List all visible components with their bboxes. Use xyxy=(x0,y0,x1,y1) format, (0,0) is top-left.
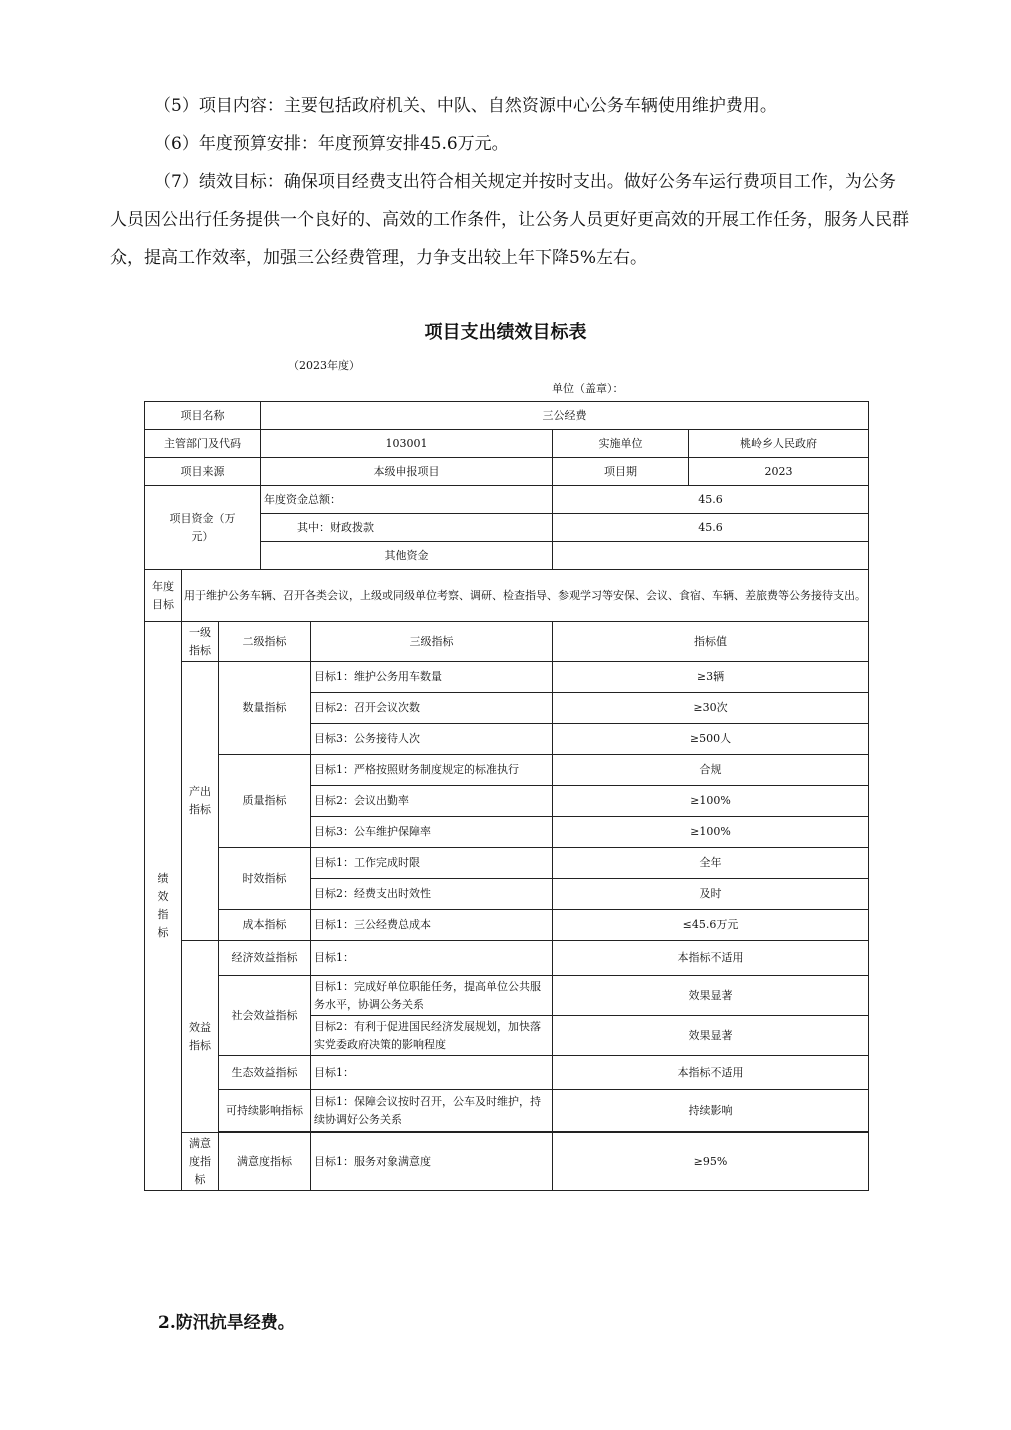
indicator-name: 目标3：公务接待人次 xyxy=(311,724,553,755)
table-row xyxy=(145,570,869,622)
total-funds-label: 年度资金总额： xyxy=(261,486,553,514)
indicator-name: 目标3：公车维护保障率 xyxy=(311,817,553,848)
impl-unit: 桃岭乡人民政府 xyxy=(689,430,869,458)
table-row xyxy=(145,486,869,514)
indicator-name: 目标1：严格按照财务制度规定的标准执行 xyxy=(311,755,553,786)
table-row xyxy=(145,1056,869,1090)
paragraph-performance-goal: （7）绩效目标：确保项目经费支出符合相关规定并按时支出。做好公务车运行费项目工作，为公务人员因公出行任务提供一个良好的、高效的工作条件，让公务人员更好更高效的开展工作任务，服务人民群众，提高工作效率，加强三公经费管理，力争支出较上年下降5%左右。 xyxy=(110,172,909,268)
indicator-name: 目标1：三公经费总成本 xyxy=(311,910,553,941)
indicator-value: 全年 xyxy=(553,848,869,879)
indicator-name: 目标1： xyxy=(311,1056,553,1090)
indicator-name: 目标1：服务对象满意度 xyxy=(311,1133,553,1191)
unit-note: 单位（盖章）： xyxy=(552,382,624,395)
indicator-value: 及时 xyxy=(553,879,869,910)
level3-header: 三级指标 xyxy=(311,622,553,662)
project-name-value: 三公经费 xyxy=(261,402,869,430)
paragraph-project-content: （5）项目内容：主要包括政府机关、中队、自然资源中心公务车辆使用维护费用。 xyxy=(154,96,777,116)
table-row xyxy=(145,458,869,486)
source-label: 项目来源 xyxy=(145,458,261,486)
indicator-name: 目标2：有利于促进国民经济发展规划，加快落实党委政府决策的影响程度 xyxy=(311,1016,553,1056)
indicator-value: ≥30次 xyxy=(553,693,869,724)
fiscal-funds-label: 其中：财政拨款 xyxy=(261,514,553,542)
table-row xyxy=(145,1133,869,1191)
table-row xyxy=(145,430,869,458)
indicator-value: ≥3辆 xyxy=(553,662,869,693)
indicator-name: 目标1：维护公务用车数量 xyxy=(311,662,553,693)
other-funds-value xyxy=(553,542,869,570)
other-funds-label: 其他资金 xyxy=(261,542,553,570)
table-row xyxy=(145,662,869,693)
sustainable-indicator-label: 可持续影响指标 xyxy=(219,1090,311,1132)
period-value: 2023 xyxy=(689,458,869,486)
output-indicator-label: 产出指标 xyxy=(182,662,219,941)
paragraph-budget: （6）年度预算安排：年度预算安排45.6万元。 xyxy=(154,134,509,154)
social-indicator-label: 社会效益指标 xyxy=(219,976,311,1056)
dept-code: 103001 xyxy=(261,430,553,458)
table-row xyxy=(145,976,869,1016)
period-label: 项目期 xyxy=(553,458,689,486)
table-title: 项目支出绩效目标表 xyxy=(424,322,587,343)
dept-label: 主管部门及代码 xyxy=(145,430,261,458)
table-row xyxy=(145,622,869,662)
table-row xyxy=(145,402,869,430)
indicator-value: ≥500人 xyxy=(553,724,869,755)
table-row xyxy=(145,1090,869,1132)
year-note: （2023年度） xyxy=(288,359,360,372)
cost-indicator-label: 成本指标 xyxy=(219,910,311,941)
economic-indicator-label: 经济效益指标 xyxy=(219,941,311,976)
indicator-value: ≤45.6万元 xyxy=(553,910,869,941)
indicator-name: 目标1：保障会议按时召开，公车及时维护，持续协调好公务关系 xyxy=(311,1090,553,1132)
quality-indicator-label: 质量指标 xyxy=(219,755,311,848)
project-name-label: 项目名称 xyxy=(145,402,261,430)
timeliness-indicator-label: 时效指标 xyxy=(219,848,311,910)
table-row xyxy=(145,755,869,786)
indicator-value: ≥100% xyxy=(553,817,869,848)
fiscal-funds-value: 45.6 xyxy=(553,514,869,542)
indicator-name: 目标2：召开会议次数 xyxy=(311,693,553,724)
indicator-value: ≥95% xyxy=(553,1133,869,1191)
source-value: 本级申报项目 xyxy=(261,458,553,486)
level2-header: 二级指标 xyxy=(219,622,311,662)
indicator-name: 目标2：会议出勤率 xyxy=(311,786,553,817)
annual-goal-label: 年度目标 xyxy=(145,570,182,622)
indicator-value: 本指标不适用 xyxy=(553,941,869,976)
table-row xyxy=(145,910,869,941)
satisfaction-indicator-label: 满意度指标 xyxy=(182,1133,219,1191)
indicator-value: 合规 xyxy=(553,755,869,786)
satisfaction-sub-label: 满意度指标 xyxy=(219,1133,311,1191)
indicator-value: 效果显著 xyxy=(553,976,869,1016)
indicator-name: 目标1：工作完成时限 xyxy=(311,848,553,879)
impl-label: 实施单位 xyxy=(553,430,689,458)
ecological-indicator-label: 生态效益指标 xyxy=(219,1056,311,1090)
annual-goal-value: 用于维护公务车辆、召开各类会议，上级或同级单位考察、调研、检查指导、参观学习等安保、会议、食宿、车辆、差旅费等公务接待支出。 xyxy=(182,570,869,622)
indicator-name: 目标2：经费支出时效性 xyxy=(311,879,553,910)
indicator-value: 效果显著 xyxy=(553,1016,869,1056)
indicator-value: 本指标不适用 xyxy=(553,1056,869,1090)
level1-header: 一级指标 xyxy=(182,622,219,662)
indicator-name: 目标1：完成好单位职能任务，提高单位公共服务水平，协调公务关系 xyxy=(311,976,553,1016)
indicator-value: 持续影响 xyxy=(553,1090,869,1132)
performance-table xyxy=(144,401,869,1191)
indicator-name: 目标1： xyxy=(311,941,553,976)
funds-label: 项目资金（万元） xyxy=(145,486,261,570)
indicator-value: ≥100% xyxy=(553,786,869,817)
section-heading: 2.防汛抗旱经费。 xyxy=(158,1313,295,1333)
value-header: 指标值 xyxy=(553,622,869,662)
total-funds-value: 45.6 xyxy=(553,486,869,514)
table-row xyxy=(145,941,869,976)
perf-indicator-label: 绩效指标 xyxy=(145,622,182,1191)
benefit-indicator-label: 效益指标 xyxy=(182,941,219,1133)
table-row xyxy=(145,848,869,879)
quantity-indicator-label: 数量指标 xyxy=(219,662,311,755)
